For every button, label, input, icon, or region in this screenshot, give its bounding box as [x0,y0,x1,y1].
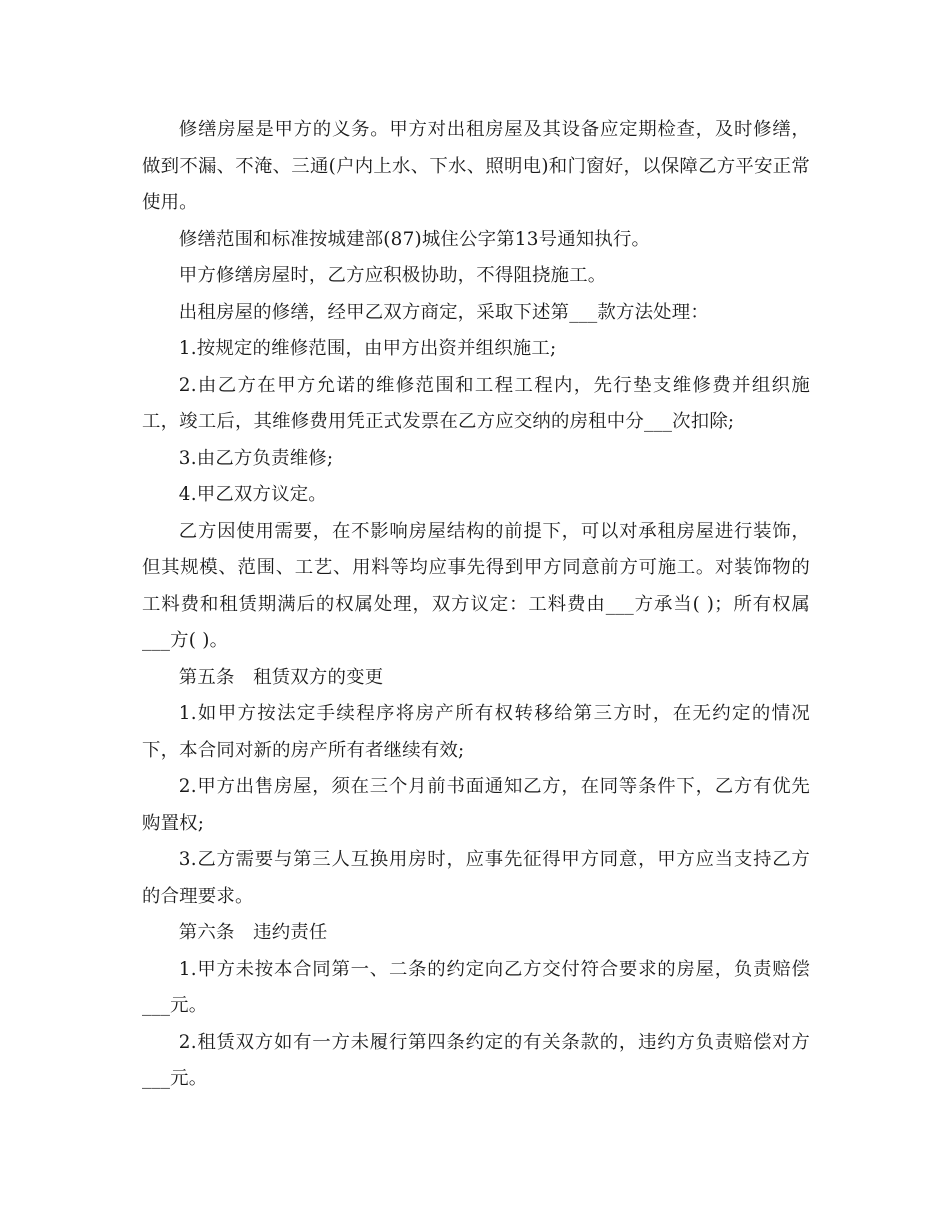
list-item-change-2: 2.甲方出售房屋，须在三个月前书面通知乙方，在同等条件下，乙方有优先购置权; [142,776,810,834]
list-item-method-3: 3.由乙方负责维修; [178,447,334,469]
paragraph-repair-method: 出租房屋的修缮，经甲乙双方商定，采取下述第___款方法处理： [178,301,709,323]
document-body [142,112,810,1098]
paragraph-repair-duty: 修缮房屋是甲方的义务。甲方对出租房屋及其设备应定期检查，及时修缮，做到不漏、不淹、三通(户内上水、下水、照明电)和门窗好，以保障乙方平安正常使用。 [142,119,810,213]
list-item-change-3: 3.乙方需要与第三人互换用房时，应事先征得甲方同意，甲方应当支持乙方的合理要求。 [142,849,810,907]
list-item-change-1: 1.如甲方按法定手续程序将房产所有权转移给第三方时，在无约定的情况下，本合同对新的房产所有者继续有效; [142,703,810,761]
section-heading-article-6: 第六条 违约责任 [178,922,328,943]
list-item-method-2: 2.由乙方在甲方允诺的维修范围和工程工程内，先行垫支维修费并组织施工，竣工后，其维修费用凭正式发票在乙方应交纳的房租中分___次扣除; [142,374,810,432]
paragraph-repair-assist: 甲方修缮房屋时，乙方应积极协助，不得阻挠施工。 [178,265,607,286]
list-item-liability-1: 1.甲方未按本合同第一、二条的约定向乙方交付符合要求的房屋，负责赔偿___元。 [142,958,810,1016]
paragraph-repair-scope: 修缮范围和标准按城建部(87)城住公字第13号通知执行。 [178,228,651,250]
paragraph-decoration: 乙方因使用需要，在不影响房屋结构的前提下，可以对承租房屋进行装饰，但其规模、范围、工艺、用料等均应事先得到甲方同意前方可施工。对装饰物的工料费和租赁期满后的权属处理，双方议定：工料费由___方承当( )；所有权属___方( )。 [142,520,810,651]
list-item-method-4: 4.甲乙双方议定。 [178,484,327,505]
section-heading-article-5: 第五条 租赁双方的变更 [178,666,384,688]
list-item-liability-2: 2.租赁双方如有一方未履行第四条约定的有关条款的，违约方负责赔偿对方___元。 [142,1031,810,1089]
list-item-method-1: 1.按规定的维修范围，由甲方出资并组织施工; [178,338,557,359]
